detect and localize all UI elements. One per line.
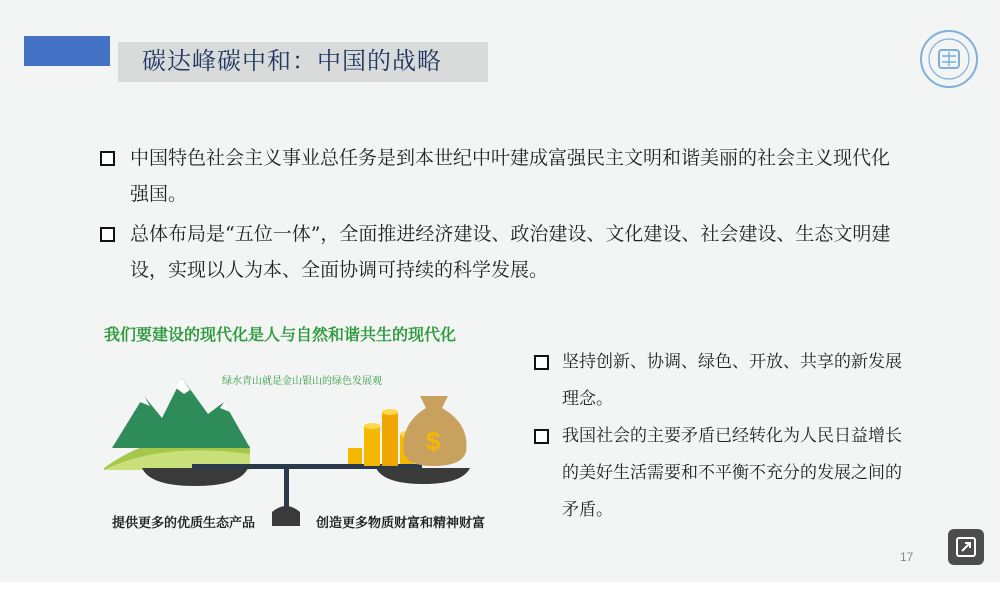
bullet-item	[534, 418, 904, 529]
right-caption: 创造更多物质财富和精神财富	[316, 516, 486, 531]
title-accent-bar	[24, 36, 110, 66]
expand-icon	[956, 537, 976, 557]
bullet-item	[534, 344, 904, 418]
bottom-strip	[0, 582, 1000, 600]
money-bag-symbol: $	[426, 426, 441, 456]
scale-base	[272, 506, 300, 526]
square-bullet-icon	[534, 429, 549, 444]
square-bullet-icon	[100, 227, 115, 242]
bullet-text: 中国特色社会主义事业总任务是到本世纪中叶建成富强民主文明和谐美丽的社会主义现代化强国。	[130, 147, 891, 205]
main-bullets	[100, 140, 900, 292]
bullet-text: 坚持创新、协调、绿色、开放、共享的新发展理念。	[562, 352, 902, 409]
right-scale-dish	[376, 468, 470, 484]
bullet-item	[100, 216, 900, 288]
page-number: 17	[900, 550, 914, 564]
scale-post	[284, 468, 289, 512]
right-bullets	[534, 344, 904, 529]
left-scale-dish	[142, 468, 248, 486]
expand-button[interactable]	[948, 529, 984, 565]
square-bullet-icon	[534, 355, 549, 370]
bullet-text: 我国社会的主要矛盾已经转化为人民日益增长的美好生活需要和不平衡不充分的发展之间的矛盾。	[562, 426, 902, 520]
illustration-heading: 我们要建设的现代化是人与自然和谐共生的现代化	[104, 325, 457, 344]
bullet-text: 总体布局是“五位一体”，全面推进经济建设、政治建设、文化建设、社会建设、生态文明建设，实现以人为本、全面协调可持续的科学发展。	[130, 223, 891, 281]
slide-title: 碳达峰碳中和：中国的战略	[142, 47, 442, 75]
left-caption: 提供更多的优质生态产品	[112, 516, 256, 531]
illustration-motto: 绿水青山就是金山银山的绿色发展观	[222, 376, 382, 387]
university-seal-icon	[918, 28, 980, 90]
square-bullet-icon	[100, 151, 115, 166]
bullet-item	[100, 140, 900, 212]
